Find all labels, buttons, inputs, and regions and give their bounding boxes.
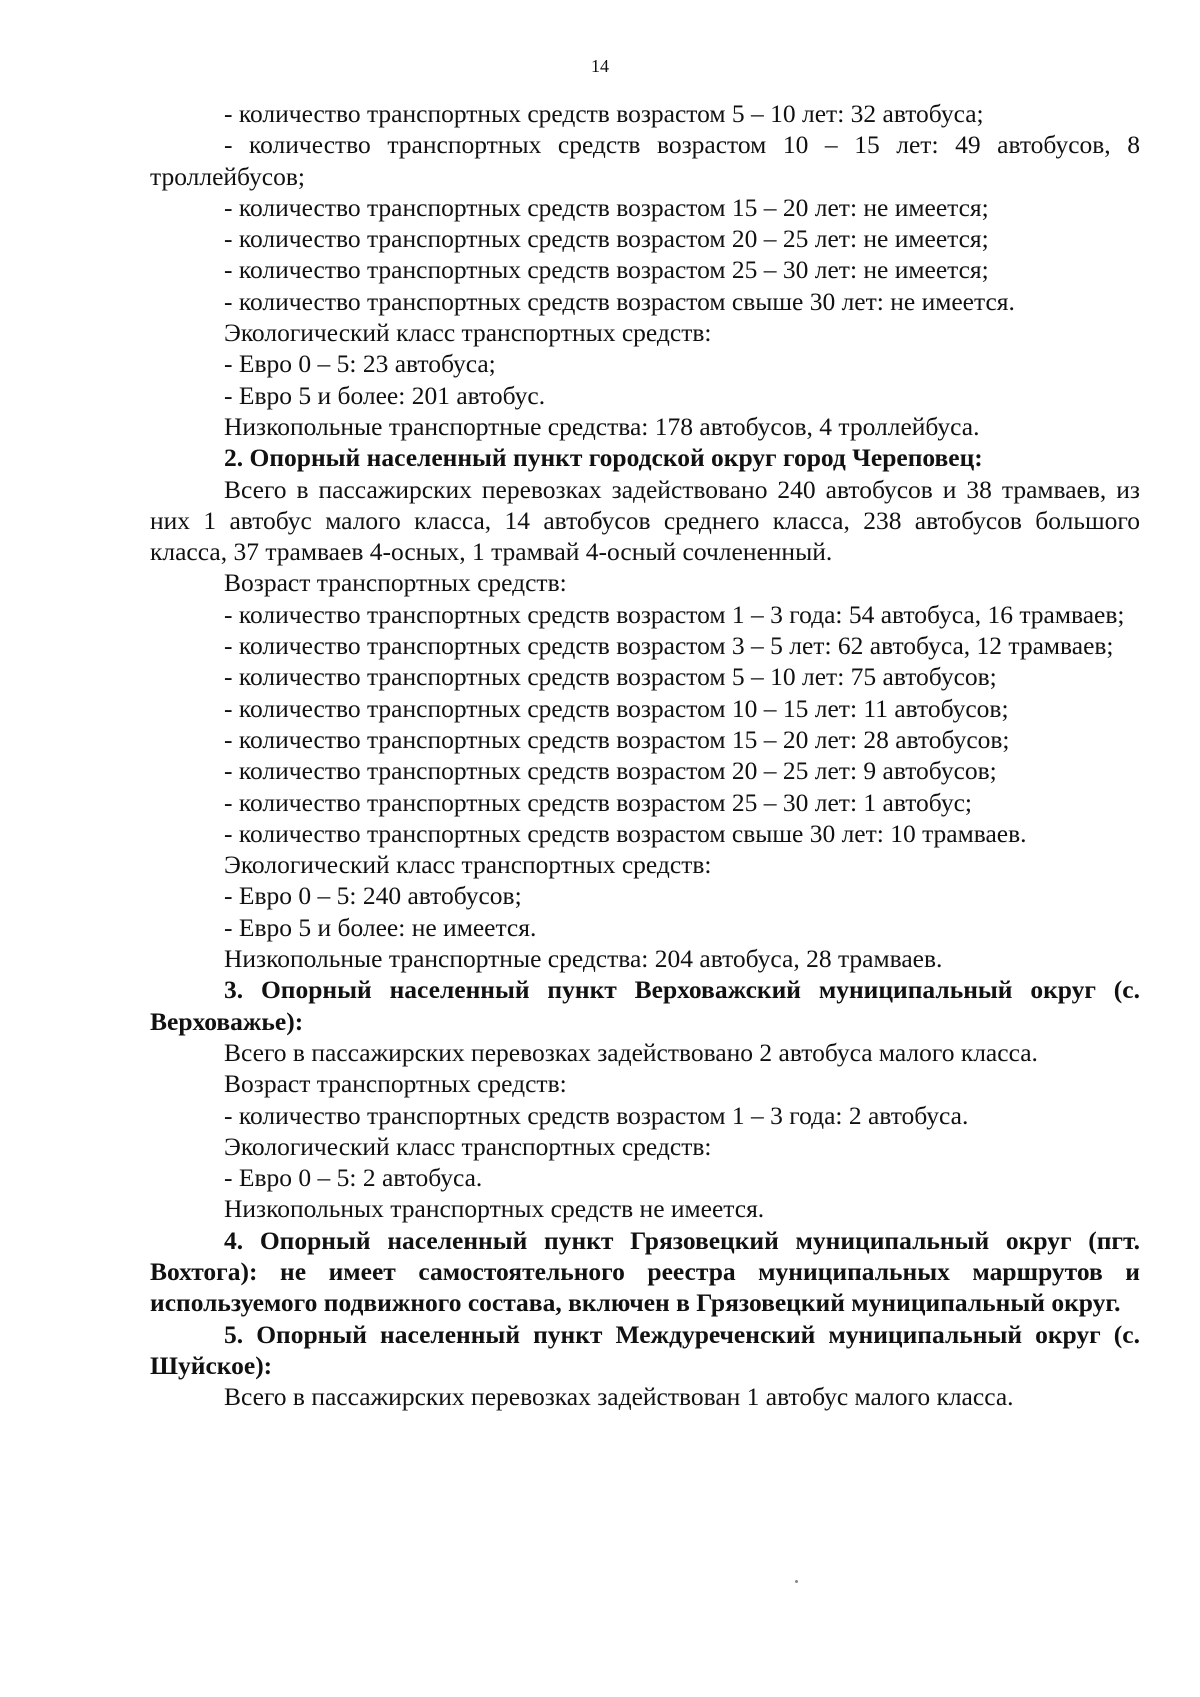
paragraph-euro-0-5: - Евро 0 – 5: 2 автобуса. [224,1163,483,1193]
paragraph-euro-0-5: - Евро 0 – 5: 240 автобусов; [224,881,522,911]
paragraph-age-5-10: - количество транспортных средств возрастом 5 – 10 лет: 75 автобусов; [224,662,997,692]
paragraph-eco-class-heading: Экологический класс транспортных средств: [224,1131,712,1161]
paragraph-age-heading: Возраст транспортных средств: [224,1069,567,1099]
paragraph-age-20-25: - количество транспортных средств возрастом 20 – 25 лет: не имеется; [224,224,989,254]
paragraph-age-1-3: - количество транспортных средств возрастом 1 – 3 года: 2 автобуса. [224,1100,969,1130]
paragraph-eco-class-heading: Экологический класс транспортных средств: [224,318,712,348]
paragraph-age-1-3: - количество транспортных средств возрастом 1 – 3 года: 54 автобуса, 16 трамваев; [224,599,1125,629]
paragraph-age-over-30: - количество транспортных средств возрастом свыше 30 лет: не имеется. [224,286,1015,316]
paragraph-euro-5-plus: - Евро 5 и более: 201 автобус. [224,380,546,410]
paragraph-age-15-20: - количество транспортных средств возрастом 15 – 20 лет: 28 автобусов; [224,724,1010,754]
paragraph-euro-0-5: - Евро 0 – 5: 23 автобуса; [224,349,496,379]
paragraph-low-floor: Низкопольные транспортные средства: 178 автобусов, 4 троллейбуса. [224,411,980,441]
paragraph-age-10-15: - количество транспортных средств возрастом 10 – 15 лет: 11 автобусов; [224,693,1009,723]
paragraph-age-25-30: - количество транспортных средств возрастом 25 – 30 лет: 1 автобус; [224,787,972,817]
paragraph-shuyskoye-total: Всего в пассажирских перевозках задействован 1 автобус малого класса. [224,1382,1014,1412]
scan-speck [795,1580,798,1583]
paragraph-low-floor: Низкопольные транспортные средства: 204 автобуса, 28 трамваев. [224,944,943,974]
paragraph-cherepovets-total: Всего в пассажирских перевозках задействовано 240 автобусов и 38 трамваев, из них 1 автобус малого класса, 14 автобусов среднего класса, 238 автобусов большого класса, 37 трамваев 4-осных, 1 трамвай 4-осный сочлененный. [150,474,1140,567]
section-heading-verkhovazhye: 3. Опорный населенный пункт Верховажский муниципальный округ (с. Верховажье): [150,975,1140,1036]
paragraph-age-heading: Возраст транспортных средств: [224,568,567,598]
paragraph-age-20-25: - количество транспортных средств возрастом 20 – 25 лет: 9 автобусов; [224,756,997,786]
paragraph-verkhovazhye-total: Всего в пассажирских перевозках задействовано 2 автобуса малого класса. [224,1037,1038,1067]
page-number: 14 [591,56,609,76]
paragraph-low-floor: Низкопольных транспортных средств не имеется. [224,1194,765,1224]
paragraph-age-5-10: - количество транспортных средств возрастом 5 – 10 лет: 32 автобуса; [224,99,984,128]
section-heading-cherepovets: 2. Опорный населенный пункт городской округ город Череповец: [224,443,983,473]
paragraph-euro-5-plus: - Евро 5 и более: не имеется. [224,912,537,942]
paragraph-age-25-30: - количество транспортных средств возрастом 25 – 30 лет: не имеется; [224,255,989,285]
paragraph-age-3-5: - количество транспортных средств возрастом 3 – 5 лет: 62 автобуса, 12 трамваев; [224,631,1114,661]
paragraph-age-over-30: - количество транспортных средств возрастом свыше 30 лет: 10 трамваев. [224,818,1027,848]
section-heading-vokhtoga: 4. Опорный населенный пункт Грязовецкий муниципальный округ (пгт. Вохтога): не имеет самостоятельного реестра муниципальных маршрутов и используемого подвижного состава, включен в Грязовецкий муниципальный округ. [150,1225,1140,1318]
section-heading-shuyskoye: 5. Опорный населенный пункт Междуреченский муниципальный округ (с. Шуйское): [150,1319,1140,1380]
document-body [150,98,1140,1412]
paragraph-age-15-20: - количество транспортных средств возрастом 15 – 20 лет: не имеется; [224,192,989,222]
paragraph-eco-class-heading: Экологический класс транспортных средств: [224,850,712,880]
paragraph-age-10-15: - количество транспортных средств возрастом 10 – 15 лет: 49 автобусов, 8 троллейбусов; [150,130,1140,191]
